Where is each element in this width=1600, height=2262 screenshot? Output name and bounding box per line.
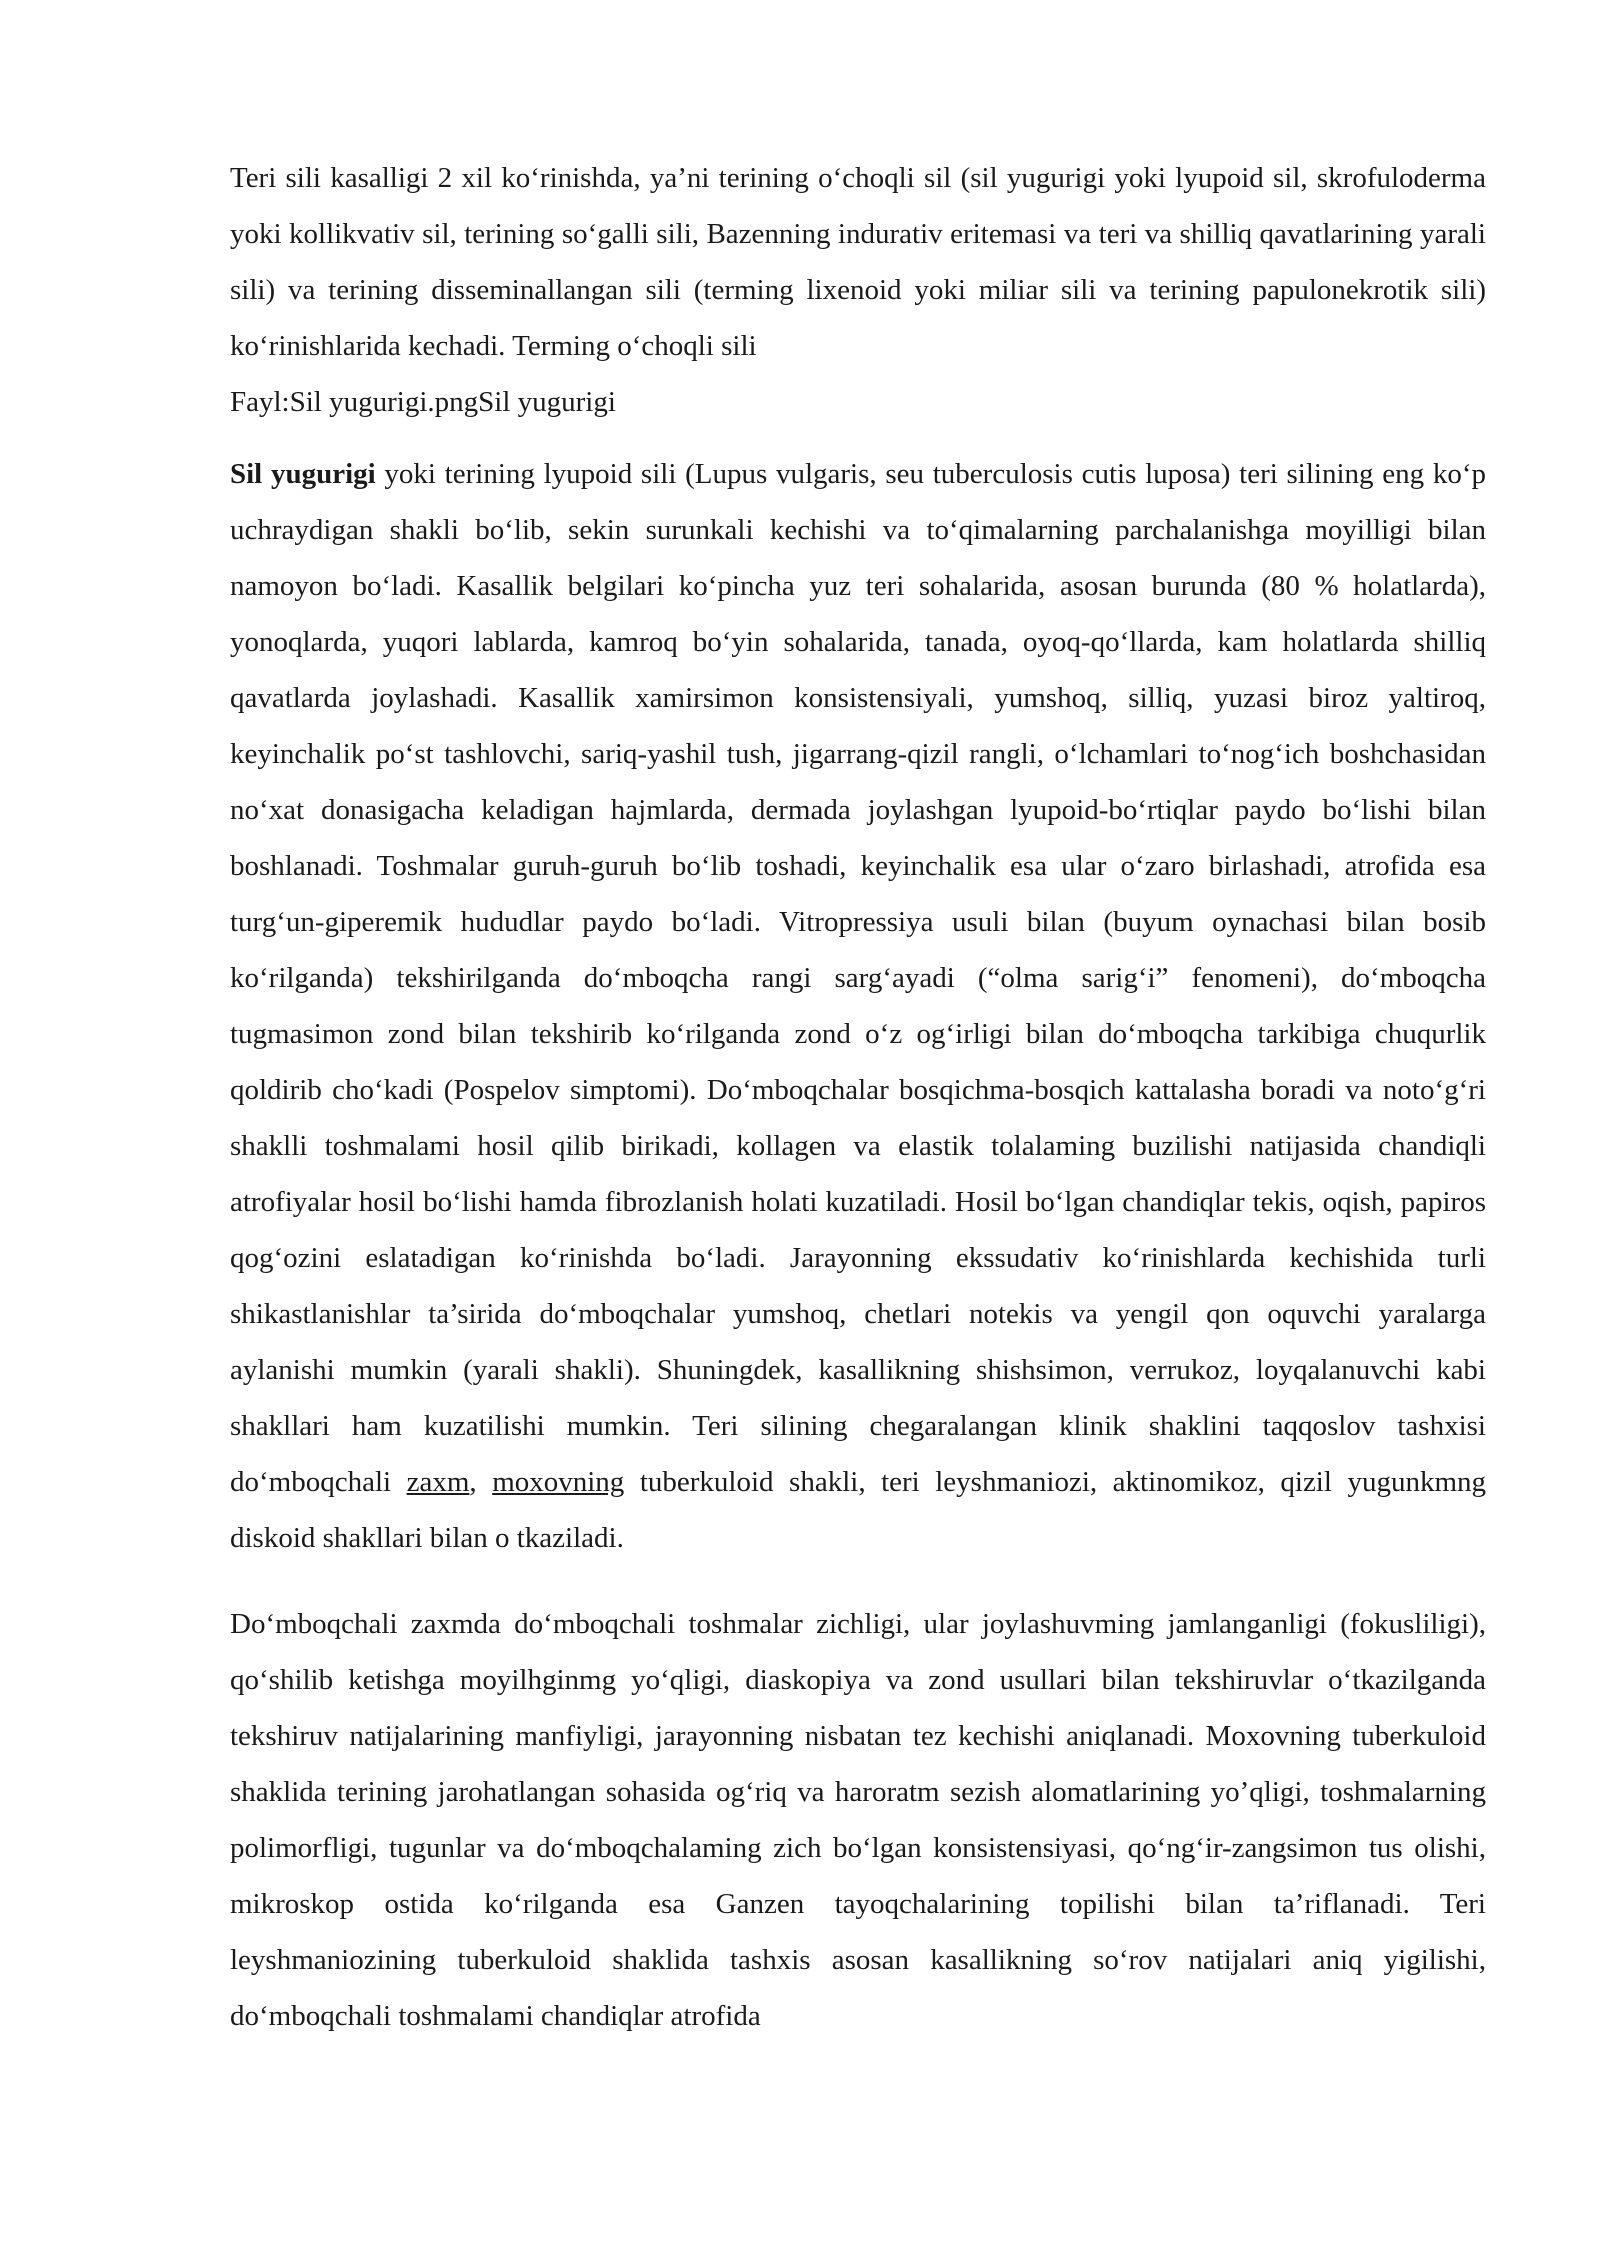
paragraph-lupus-vulgaris	[230, 446, 1486, 1566]
paragraph-text: yoki terining lyupoid sili (Lupus vulgaris, seu tuberculosis cutis luposa) teri silining eng ko‘p uchraydigan shakli bo‘lib, sekin surunkali kechishi va to‘qimalarning parchalanishga moyilligi bilan namoyon bo‘ladi. Kasallik belgilari ko‘pincha yuz teri sohalarida, asosan burunda (80 % holatlarda), yonoqlarda, yuqori lablarda, kamroq bo‘yin sohalarida, tanada, oyoq-qo‘llarda, kam holatlarda shilliq qavatlarda joylashadi. Kasallik xamirsimon konsistensiyali, yumshoq, silliq, yuzasi biroz yaltiroq, keyinchalik po‘st tashlovchi, sariq-yashil tush, jigarrang-qizil rangli, o‘lchamlari to‘nog‘ich boshchasidan no‘xat donasigacha keladigan hajmlarda, dermada joylashgan lyupoid-bo‘rtiqlar paydo bo‘lishi bilan boshlanadi. Toshmalar guruh-guruh bo‘lib toshadi, keyinchalik esa ular o‘zaro birlashadi, atrofida esa turg‘un-giperemik hududlar paydo bo‘ladi. Vitropressiya usuli bilan (buyum oynachasi bilan bosib ko‘rilganda) tekshirilganda do‘mboqcha rangi sarg‘ayadi (“olma sarig‘i” fenomeni), do‘mboqcha tugmasimon zond bilan tekshirib ko‘rilganda zond o‘z og‘irligi bilan do‘mboqcha tarkibiga chuqurlik qoldirib cho‘kadi (Pospelov simptomi). Do‘mboqchalar bosqichma-bosqich kattalasha boradi va noto‘g‘ri shaklli toshmalami hosil qilib birikadi, kollagen va elastik tolalaming buzilishi natijasida chandiqli atrofiyalar hosil bo‘lishi hamda fibrozlanish holati kuzatiladi. Hosil bo‘lgan chandiqlar tekis, oqish, papiros qog‘ozini eslatadigan ko‘rinishda bo‘ladi. Jarayonning ekssudativ ko‘rinishlarda kechishida turli shikastlanishlar ta’sirida do‘mboqchalar yumshoq, chetlari notekis va yengil qon oquvchi yaralarga aylanishi mumkin (yarali shakli). Shuningdek, kasallikning shishsimon, verrukoz, loyqalanuvchi kabi shakllari ham kuzatilishi mumkin. Teri silining chegaralangan klinik shaklini taqqoslov tashxisi do‘mboqchali	[230, 458, 1486, 1498]
document-body	[230, 150, 1486, 2044]
bold-term: Sil yugurigi	[230, 458, 376, 490]
paragraph-intro: Teri sili kasalligi 2 xil ko‘rinishda, ya’ni terining o‘choqli sil (sil yugurigi yoki lyupoid sil, skrofuloderma yoki kollikvativ sil, terining so‘galli sili, Bazenning indurativ eritemasi va teri va shilliq qavatlarining yarali sili) va terining disseminallangan sili (terming lixenoid yoki miliar sili va terining papulonekrotik sili) ko‘rinishlarida kechadi. Terming o‘choqli sili	[230, 162, 1486, 362]
paragraph-text-end: tuberkuloid shakli, teri leyshmaniozi, aktinomikoz, qizil yugunkmng diskoid shakllari bilan o tkaziladi.	[230, 1466, 1486, 1554]
paragraph-differential: Do‘mboqchali zaxmda do‘mboqchali toshmalar zichligi, ular joylashuvming jamlanganligi (fokusliligi), qo‘shilib ketishga moyilhginmg yo‘qligi, diaskopiya va zond usullari bilan tekshiruvlar o‘tkazilganda tekshiruv natijalarining manfiyligi, jarayonning nisbatan tez kechishi aniqlanadi. Moxovning tuberkuloid shaklida terining jarohatlangan sohasida og‘riq va haroratm sezish alomatlarining yo’qligi, toshmalarning polimorfligi, tugunlar va do‘mboqchalaming zich bo‘lgan konsistensiyasi, qo‘ng‘ir-zangsimon tus olishi, mikroskop ostida ko‘rilganda esa Ganzen tayoqchalarining topilishi bilan ta’riflanadi. Teri leyshmaniozining tuberkuloid shaklida tashxis asosan kasallikning so‘rov natijalari aniq yigilishi, do‘mboqchali toshmalami chandiqlar atrofida	[230, 1608, 1486, 2032]
image-caption: Fayl:Sil yugurigi.pngSil yugurigi	[230, 386, 616, 418]
link-moxovning[interactable]: moxovning	[492, 1466, 625, 1498]
separator-text: ,	[469, 1466, 493, 1498]
link-zaxm[interactable]: zaxm	[406, 1466, 470, 1498]
